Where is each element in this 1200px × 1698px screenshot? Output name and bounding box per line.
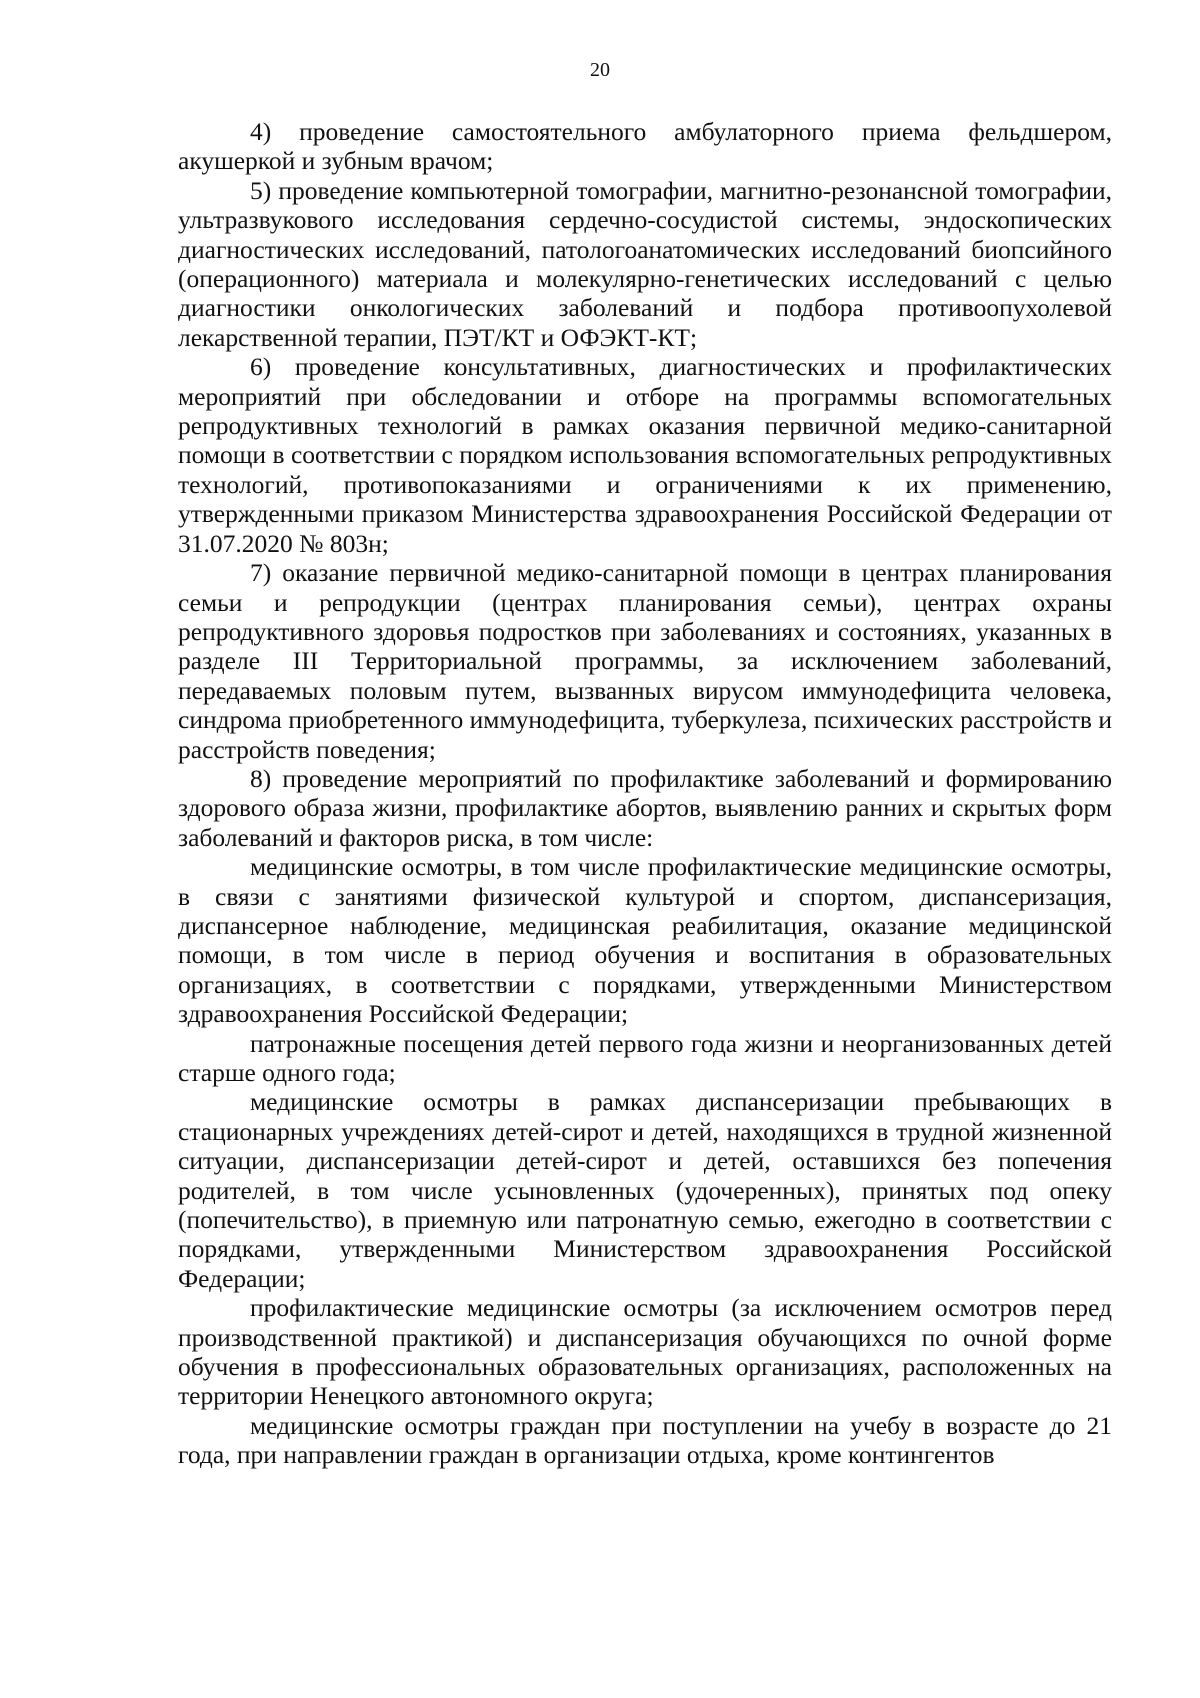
paragraph-patronage-visits: патронажные посещения детей первого года жизни и неорганизованных детей старше одного года; (178, 1028, 1112, 1087)
document-body (178, 117, 1112, 1470)
page-number: 20 (590, 59, 610, 81)
paragraph-orphan-examinations: медицинские осмотры в рамках диспансеризации пребывающих в стационарных учреждениях детей-сирот и детей, находящихся в трудной жизненной ситуации, диспансеризации детей-сирот и детей, оставшихся без попечения родителей, в том числе усыновленных (удочеренных), принятых под опеку (попечительство), в приемную или патронатную семью, ежегодно в соответствии с порядками, утвержденными Министерством здравоохранения Российской Федерации; (178, 1087, 1112, 1293)
paragraph-admission-examinations: медицинские осмотры граждан при поступлении на учебу в возрасте до 21 года, при направлении граждан в организации отдыха, кроме контингентов (178, 1410, 1112, 1470)
paragraph-item-4: 4) проведение самостоятельного амбулаторного приема фельдшером, акушеркой и зубным врачом; (178, 117, 1112, 176)
paragraph-item-6: 6) проведение консультативных, диагностических и профилактических мероприятий при обследовании и отборе на программы вспомогательных репродуктивных технологий в рамках оказания первичной медико-санитарной помощи в соответствии с порядком использования вспомогательных репродуктивных технологий, противопоказаниями и ограничениями к их применению, утвержденными приказом Министерства здравоохранения Российской Федерации от 31.07.2020 № 803н; (178, 352, 1112, 558)
paragraph-medical-examinations: медицинские осмотры, в том числе профилактические медицинские осмотры, в связи с занятиями физической культурой и спортом, диспансеризация, диспансерное наблюдение, медицинская реабилитация, оказание медицинской помощи, в том числе в период обучения и воспитания в образовательных организациях, в соответствии с порядками, утвержденными Министерством здравоохранения Российской Федерации; (178, 852, 1112, 1029)
paragraph-item-8: 8) проведение мероприятий по профилактике заболеваний и формированию здорового образа жизни, профилактике абортов, выявлению ранних и скрытых форм заболеваний и факторов риска, в том числе: (178, 763, 1112, 852)
paragraph-student-examinations: профилактические медицинские осмотры (за исключением осмотров перед производственной практикой) и диспансеризация обучающихся по очной форме обучения в профессиональных образовательных организациях, расположенных на территории Ненецкого автономного округа; (178, 1293, 1112, 1411)
paragraph-item-7: 7) оказание первичной медико-санитарной помощи в центрах планирования семьи и репродукции (центрах планирования семьи), центрах охраны репродуктивного здоровья подростков при заболеваниях и состояниях, указанных в разделе III Территориальной программы, за исключением заболеваний, передаваемых половым путем, вызванных вирусом иммунодефицита человека, синдрома приобретенного иммунодефицита, туберкулеза, психических расстройств и расстройств поведения; (178, 558, 1112, 764)
paragraph-item-5: 5) проведение компьютерной томографии, магнитно-резонансной томографии, ультразвукового исследования сердечно-сосудистой системы, эндоскопических диагностических исследований, патологоанатомических исследований биопсийного (операционного) материала и молекулярно-генетических исследований с целью диагностики онкологических заболеваний и подбора противоопухолевой лекарственной терапии, ПЭТ/КТ и ОФЭКТ-КТ; (178, 175, 1112, 352)
